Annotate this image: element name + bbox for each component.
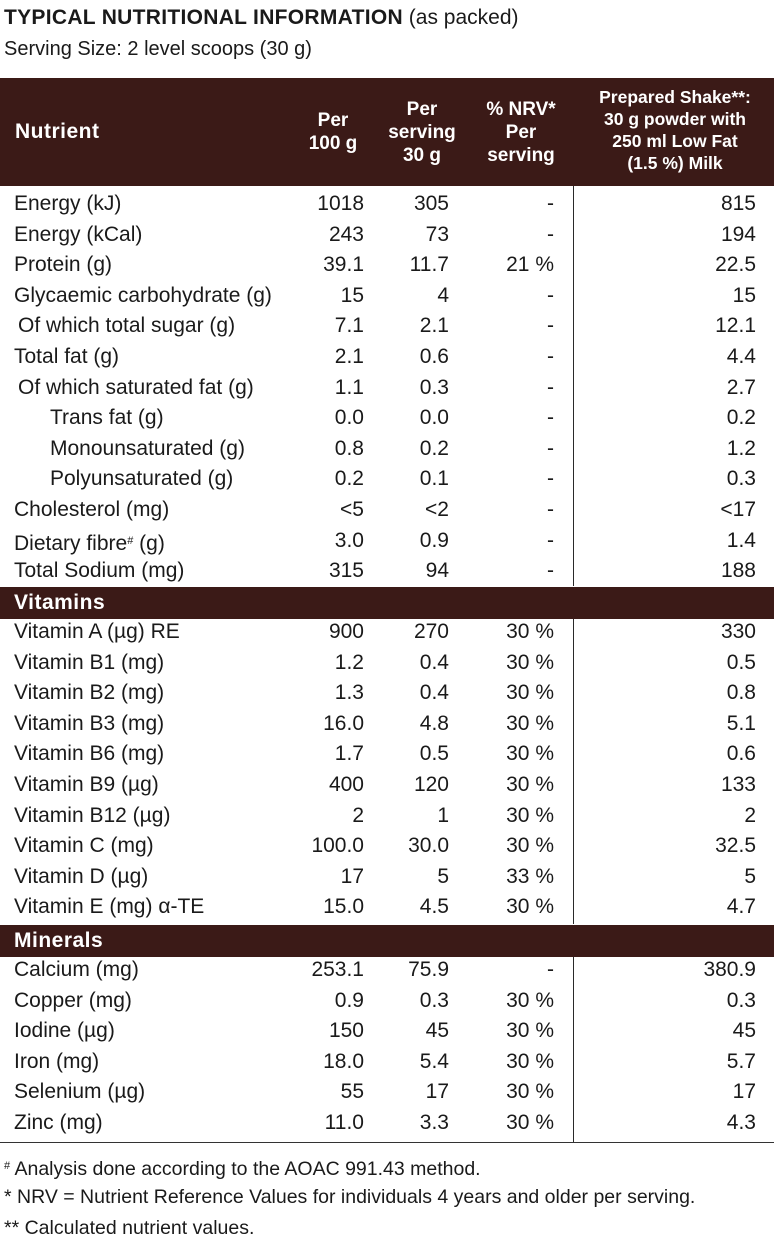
value-nrv: - xyxy=(547,314,554,338)
value-prepared-shake: 32.5 xyxy=(715,834,756,858)
value-nrv: 30 % xyxy=(506,1019,554,1043)
header-shake-line: 250 ml Low Fat xyxy=(612,131,738,151)
header-nrv-line: serving xyxy=(487,145,555,166)
nutrient-name-text: Vitamin B2 (mg) xyxy=(14,681,165,705)
nutrient-name-text: Vitamin D (µg) xyxy=(14,864,149,888)
nutrient-name-text: Iodine (µg) xyxy=(14,1019,115,1043)
nutrient-name-text: Vitamin B1 (mg) xyxy=(14,650,165,674)
value-nrv: 30 % xyxy=(506,1049,554,1073)
value-nrv: 30 % xyxy=(506,988,554,1012)
table-row xyxy=(0,556,774,586)
value-prepared-shake: 133 xyxy=(720,773,756,796)
value-per-serving: 0.6 xyxy=(419,345,449,368)
table-row xyxy=(0,801,774,831)
header-per-serving-line: 30 g xyxy=(402,145,442,166)
header-per-serving xyxy=(381,98,463,167)
value-per-serving: 17 xyxy=(425,1080,449,1104)
nutrient-name xyxy=(14,862,148,892)
value-per-serving: 270 xyxy=(413,620,449,643)
page-title xyxy=(4,4,519,32)
value-nrv: 30 % xyxy=(506,834,554,858)
nutrient-name xyxy=(14,342,119,372)
header-per-100g xyxy=(300,109,366,155)
value-prepared-shake: 330 xyxy=(720,620,756,643)
nutrient-name xyxy=(14,986,132,1016)
value-per-100g: 0.2 xyxy=(334,467,364,491)
nutrient-name-text: Vitamin C (mg) xyxy=(14,834,154,858)
minerals-heading: Minerals xyxy=(14,929,104,952)
value-per-100g: 2 xyxy=(352,803,364,827)
nutrient-name-text: Trans fat (g) xyxy=(50,406,164,430)
value-per-serving: 0.5 xyxy=(419,742,449,766)
value-per-100g: 0.0 xyxy=(334,406,364,430)
value-nrv: 30 % xyxy=(506,620,554,643)
nutrient-name-text: Glycaemic carbohydrate (g) xyxy=(14,283,272,307)
nutrient-name-text: Iron (mg) xyxy=(14,1049,100,1073)
header-nrv-line: Per xyxy=(505,122,537,143)
nutrient-name-text: Vitamin A (µg) RE xyxy=(14,620,180,643)
footnote-fibre xyxy=(4,1152,481,1183)
nutrient-name-text: Cholesterol (mg) xyxy=(14,498,170,521)
nutrient-name-text: Energy (kCal) xyxy=(14,222,143,246)
value-per-100g: 253.1 xyxy=(311,958,364,981)
value-per-serving: 0.1 xyxy=(419,467,449,491)
vitamins-heading: Vitamins xyxy=(14,591,106,614)
nutrient-name xyxy=(14,250,112,280)
value-prepared-shake: 15 xyxy=(732,283,756,307)
header-nutrient: Nutrient xyxy=(15,120,100,143)
nutrient-name xyxy=(50,464,233,494)
header-shake-line: Prepared Shake**: xyxy=(599,87,751,107)
value-nrv: - xyxy=(547,559,554,583)
value-per-serving: 5 xyxy=(437,864,449,888)
value-prepared-shake: 380.9 xyxy=(703,958,756,981)
value-per-100g: 11.0 xyxy=(324,1111,364,1134)
value-per-serving: 73 xyxy=(425,222,449,246)
minerals-band xyxy=(0,925,774,957)
nutrient-name xyxy=(14,1016,115,1046)
table-row xyxy=(0,862,774,892)
value-prepared-shake: 22.5 xyxy=(715,253,756,277)
value-per-100g: 7.1 xyxy=(334,314,364,338)
header-nrv-line: % NRV* xyxy=(486,99,556,120)
value-per-serving: 4.5 xyxy=(419,895,449,919)
value-nrv: - xyxy=(547,222,554,246)
value-nrv: 30 % xyxy=(506,681,554,705)
table-row xyxy=(0,1016,774,1046)
value-nrv: - xyxy=(547,375,554,399)
footnote-nrv: * NRV = Nutrient Reference Values for individuals 4 years and older per serving. xyxy=(4,1186,696,1208)
value-per-serving: 4 xyxy=(437,283,449,307)
nutrient-name xyxy=(14,1077,145,1107)
nutrient-name xyxy=(14,739,164,769)
value-per-100g: 150 xyxy=(328,1019,364,1043)
nutrient-name xyxy=(50,434,245,464)
value-prepared-shake: 0.5 xyxy=(726,650,756,674)
nutrient-name-text: Monounsaturated (g) xyxy=(50,436,245,460)
header-shake-line: 30 g powder with xyxy=(604,109,746,129)
value-prepared-shake: 4.4 xyxy=(726,345,756,368)
value-prepared-shake: 0.3 xyxy=(726,467,756,491)
value-per-serving: 0.0 xyxy=(419,406,449,430)
value-per-serving: 4.8 xyxy=(419,711,449,735)
value-per-100g: 18.0 xyxy=(323,1049,364,1073)
table-row xyxy=(0,281,774,311)
table-row xyxy=(0,373,774,403)
nutrient-name xyxy=(14,648,164,678)
nutrient-name-text: Vitamin B3 (mg) xyxy=(14,711,165,735)
vitamins-band xyxy=(0,587,774,619)
value-nrv: 30 % xyxy=(506,1111,554,1134)
nutrient-name-text: Dietary fibre xyxy=(14,531,128,555)
nutrient-name xyxy=(14,495,169,525)
value-per-serving: 94 xyxy=(425,559,449,583)
serving-size: Serving Size: 2 level scoops (30 g) xyxy=(4,38,312,60)
table-row xyxy=(0,739,774,769)
value-prepared-shake: 1.4 xyxy=(726,528,756,552)
value-nrv: - xyxy=(547,958,554,981)
value-per-serving: 75.9 xyxy=(408,958,449,981)
nutrient-name-text: Of which total sugar (g) xyxy=(18,314,236,338)
value-per-100g: 243 xyxy=(328,222,364,246)
value-per-100g: 400 xyxy=(328,773,364,796)
value-per-100g: 2.1 xyxy=(334,345,364,368)
value-nrv: 30 % xyxy=(506,803,554,827)
value-prepared-shake: 0.6 xyxy=(726,742,756,766)
table-row xyxy=(0,986,774,1016)
nutrient-name xyxy=(14,617,180,647)
nutrient-name xyxy=(14,1047,99,1077)
title-bold: TYPICAL NUTRITIONAL INFORMATION xyxy=(4,6,403,29)
value-prepared-shake: 2 xyxy=(744,803,756,827)
value-per-serving: 11.7 xyxy=(409,253,449,277)
nutrient-name xyxy=(18,311,235,341)
value-prepared-shake: 0.8 xyxy=(726,681,756,705)
table-row xyxy=(0,342,774,372)
value-per-serving: 30.0 xyxy=(408,834,449,858)
value-per-serving: 0.3 xyxy=(419,988,449,1012)
value-prepared-shake: 188 xyxy=(720,559,756,583)
table-row xyxy=(0,434,774,464)
value-per-100g: 39.1 xyxy=(323,253,364,277)
value-prepared-shake: 12.1 xyxy=(715,314,756,338)
value-nrv: 33 % xyxy=(506,864,554,888)
table-row xyxy=(0,892,774,922)
table-row xyxy=(0,189,774,219)
value-per-serving: 305 xyxy=(413,192,449,215)
nutrient-name-unit: (g) xyxy=(133,531,165,555)
header-prepared-shake xyxy=(578,86,772,174)
value-per-100g: 900 xyxy=(328,620,364,643)
nutrient-name-text: Protein (g) xyxy=(14,253,113,277)
value-prepared-shake: 5.7 xyxy=(726,1049,756,1073)
value-nrv: 30 % xyxy=(506,895,554,919)
nutrient-name xyxy=(14,831,154,861)
nutrient-name-text: Copper (mg) xyxy=(14,988,132,1012)
nutrient-name-text: Selenium (µg) xyxy=(14,1080,146,1104)
table-row xyxy=(0,955,774,985)
value-prepared-shake: 2.7 xyxy=(726,375,756,399)
table-row xyxy=(0,648,774,678)
value-per-serving: 0.2 xyxy=(419,436,449,460)
nutrient-name-text: Vitamin B12 (µg) xyxy=(14,803,171,827)
nutrient-name-text: Energy (kJ) xyxy=(14,192,122,215)
value-per-100g: 0.9 xyxy=(334,988,364,1012)
value-prepared-shake: 815 xyxy=(720,192,756,215)
table-bottom-rule xyxy=(0,1142,774,1143)
nutrient-name-text: Calcium (mg) xyxy=(14,958,139,981)
table-row xyxy=(0,1077,774,1107)
nutrient-name xyxy=(14,709,164,739)
nutrient-name-text: Vitamin B9 (µg) xyxy=(14,773,159,796)
value-per-100g: 315 xyxy=(328,559,364,583)
table-row xyxy=(0,709,774,739)
value-prepared-shake: <17 xyxy=(720,498,756,521)
nutrient-name-text: Polyunsaturated (g) xyxy=(50,467,234,491)
value-per-100g: 100.0 xyxy=(311,834,364,858)
nutrient-name-text: Vitamin B6 (mg) xyxy=(14,742,165,766)
nutrient-name-text: Of which saturated fat (g) xyxy=(18,375,254,399)
value-nrv: 30 % xyxy=(506,742,554,766)
value-per-serving: 3.3 xyxy=(419,1111,449,1134)
nutrient-name xyxy=(14,801,170,831)
nutrient-name xyxy=(18,373,254,403)
nutrient-name-text: Total fat (g) xyxy=(14,345,120,368)
value-per-serving: 5.4 xyxy=(419,1049,449,1073)
value-prepared-shake: 45 xyxy=(732,1019,756,1043)
nutrient-name xyxy=(14,892,204,922)
value-prepared-shake: 0.3 xyxy=(726,988,756,1012)
header-per-serving-line: Per xyxy=(406,99,438,120)
header-shake-line: (1.5 %) Milk xyxy=(627,153,723,173)
value-per-serving: 0.4 xyxy=(419,650,449,674)
value-per-100g: 17 xyxy=(340,864,364,888)
nutrient-name xyxy=(14,556,184,586)
value-per-serving: <2 xyxy=(425,498,449,521)
nutrient-name xyxy=(14,220,142,250)
value-nrv: 30 % xyxy=(506,773,554,796)
value-per-serving: 0.4 xyxy=(419,681,449,705)
table-row xyxy=(0,403,774,433)
value-per-serving: 45 xyxy=(425,1019,449,1043)
table-row xyxy=(0,617,774,647)
nutrient-name-text: Zinc (mg) xyxy=(14,1111,103,1134)
header-per-100g-line: Per xyxy=(317,110,349,131)
nutrient-name xyxy=(50,403,164,433)
header-per-serving-line: serving xyxy=(388,122,456,143)
footnote-marker: # xyxy=(127,534,134,547)
table-row xyxy=(0,220,774,250)
value-per-serving: 120 xyxy=(413,773,449,796)
nutrient-name xyxy=(14,1108,103,1138)
table-row xyxy=(0,770,774,800)
table-row xyxy=(0,464,774,494)
nutrient-name xyxy=(14,281,272,311)
value-nrv: - xyxy=(547,467,554,491)
table-row xyxy=(0,495,774,525)
value-per-100g: 1.3 xyxy=(334,681,364,705)
footnote-fibre-text: Analysis done according to the AOAC 991.43 method. xyxy=(10,1158,481,1180)
nutrient-name xyxy=(14,955,139,985)
value-per-serving: 0.9 xyxy=(419,528,449,552)
nutrient-name xyxy=(14,678,164,708)
value-per-100g: 1018 xyxy=(317,192,364,215)
value-nrv: 30 % xyxy=(506,711,554,735)
value-nrv: - xyxy=(547,283,554,307)
table-row xyxy=(0,1047,774,1077)
table-row xyxy=(0,250,774,280)
footnote-hash-mark: # xyxy=(4,1160,11,1172)
value-per-100g: 15.0 xyxy=(323,895,364,919)
table-row xyxy=(0,1108,774,1138)
value-per-serving: 0.3 xyxy=(419,375,449,399)
footnote-calculated: ** Calculated nutrient values. xyxy=(4,1217,255,1239)
value-per-100g: 1.7 xyxy=(334,742,364,766)
value-per-100g: 0.8 xyxy=(334,436,364,460)
value-nrv: 30 % xyxy=(506,650,554,674)
table-row xyxy=(0,526,774,556)
value-prepared-shake: 5.1 xyxy=(726,711,756,735)
value-prepared-shake: 5 xyxy=(744,864,756,888)
value-per-100g: 3.0 xyxy=(334,528,364,552)
value-nrv: - xyxy=(547,498,554,521)
nutrient-name xyxy=(14,770,159,800)
table-header xyxy=(0,78,774,186)
value-prepared-shake: 194 xyxy=(720,222,756,246)
nutrient-name xyxy=(14,189,121,219)
value-per-100g: 1.2 xyxy=(334,650,364,674)
value-nrv: - xyxy=(547,345,554,368)
nutrient-name-text: Total Sodium (mg) xyxy=(14,559,185,583)
value-per-100g: <5 xyxy=(340,498,364,521)
value-prepared-shake: 1.2 xyxy=(726,436,756,460)
value-prepared-shake: 17 xyxy=(732,1080,756,1104)
nutrient-name xyxy=(14,526,165,559)
nutrient-name-text: Vitamin E (mg) α-TE xyxy=(14,895,205,919)
header-nrv xyxy=(475,98,567,167)
title-suffix: (as packed) xyxy=(402,6,519,29)
value-nrv: - xyxy=(547,436,554,460)
value-prepared-shake: 0.2 xyxy=(726,406,756,430)
value-per-100g: 16.0 xyxy=(323,711,364,735)
table-row xyxy=(0,678,774,708)
value-per-serving: 2.1 xyxy=(419,314,449,338)
value-nrv: 30 % xyxy=(506,1080,554,1104)
value-nrv: - xyxy=(547,528,554,552)
value-nrv: - xyxy=(547,406,554,430)
value-per-serving: 1 xyxy=(437,803,449,827)
table-row xyxy=(0,831,774,861)
value-per-100g: 15 xyxy=(340,283,364,307)
value-nrv: 21 % xyxy=(506,253,554,277)
table-row xyxy=(0,311,774,341)
value-prepared-shake: 4.7 xyxy=(726,895,756,919)
value-per-100g: 1.1 xyxy=(334,375,364,399)
header-per-100g-line: 100 g xyxy=(308,133,358,154)
value-nrv: - xyxy=(547,192,554,215)
value-per-100g: 55 xyxy=(340,1080,364,1104)
value-prepared-shake: 4.3 xyxy=(726,1111,756,1134)
